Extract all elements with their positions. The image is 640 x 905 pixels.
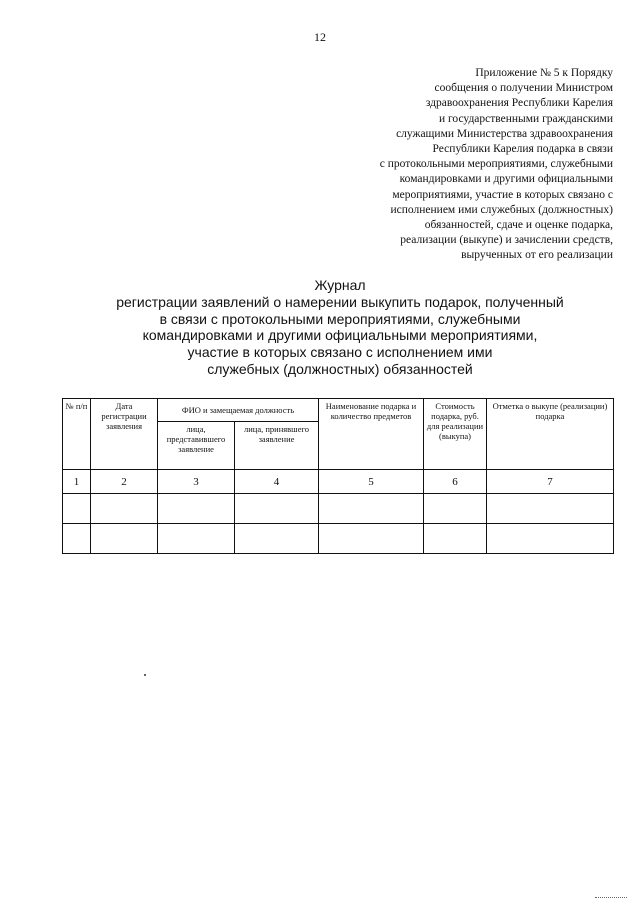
header-fio-receiver: лица, принявшего заявление bbox=[235, 422, 319, 470]
table-cell bbox=[319, 524, 424, 554]
table-cell bbox=[424, 494, 487, 524]
scan-dot bbox=[144, 674, 146, 676]
table-cell bbox=[91, 494, 158, 524]
appendix-line: Республики Карелия подарка в связи bbox=[432, 143, 613, 156]
scan-mark bbox=[595, 897, 627, 898]
register-table bbox=[62, 398, 614, 554]
table-cell bbox=[424, 524, 487, 554]
header-cost: Стоимость подарка, руб. для реализации (выкупа) bbox=[424, 399, 487, 470]
header-fio: ФИО и замещаемая должность bbox=[158, 399, 319, 422]
column-number: 2 bbox=[91, 470, 158, 494]
column-number: 5 bbox=[319, 470, 424, 494]
column-number-row bbox=[63, 470, 614, 494]
table-cell bbox=[487, 494, 614, 524]
title-line: служебных (должностных) обязанностей bbox=[207, 360, 473, 377]
column-number: 7 bbox=[487, 470, 614, 494]
table-cell bbox=[235, 494, 319, 524]
appendix-line: обязанностей, сдаче и оценке подарка, bbox=[424, 219, 613, 232]
table-row bbox=[63, 524, 614, 554]
table-row bbox=[63, 494, 614, 524]
header-mark: Отметка о выкупе (реализации) подарка bbox=[487, 399, 614, 470]
appendix-line: реализации (выкупе) и зачислении средств, bbox=[400, 234, 613, 247]
title-line: командировками и другими официальными мероприятиями, bbox=[142, 327, 538, 344]
appendix-line: служащими Министерства здравоохранения bbox=[396, 127, 613, 140]
appendix-line: сообщения о получении Министром bbox=[434, 82, 613, 95]
appendix-line: вырученных от его реализации bbox=[461, 249, 613, 262]
title-line: Журнал bbox=[314, 277, 366, 293]
appendix-line: командировками и другими официальными bbox=[399, 173, 613, 186]
column-number: 3 bbox=[158, 470, 235, 494]
table-header-row bbox=[63, 399, 614, 422]
column-number: 4 bbox=[235, 470, 319, 494]
table-cell bbox=[158, 524, 235, 554]
table-cell bbox=[91, 524, 158, 554]
appendix-line: и государственными гражданскими bbox=[438, 112, 613, 125]
table-cell bbox=[63, 494, 91, 524]
header-num: № п/п bbox=[63, 399, 91, 470]
table-cell bbox=[487, 524, 614, 554]
journal-title bbox=[0, 277, 640, 378]
appendix-line: мероприятиями, участие в которых связано с bbox=[392, 188, 613, 201]
title-line: участие в которых связано с исполнением ими bbox=[187, 344, 493, 361]
title-line: регистрации заявлений о намерении выкупить подарок, полученный bbox=[116, 293, 564, 310]
header-date: Дата регистрации заявления bbox=[91, 399, 158, 470]
appendix-header bbox=[313, 66, 613, 264]
title-line: в связи с протокольными мероприятиями, служебными bbox=[159, 310, 521, 327]
appendix-line: с протокольными мероприятиями, служебными bbox=[379, 158, 613, 171]
header-gift-name: Наименование подарка и количество предметов bbox=[319, 399, 424, 470]
appendix-line: исполнением ими служебных (должностных) bbox=[390, 203, 613, 216]
appendix-line: здравоохранения Республики Карелия bbox=[425, 97, 613, 110]
appendix-line: Приложение № 5 к Порядку bbox=[475, 67, 613, 79]
column-number: 6 bbox=[424, 470, 487, 494]
column-number: 1 bbox=[63, 470, 91, 494]
page-number: 12 bbox=[314, 30, 326, 44]
table-cell bbox=[319, 494, 424, 524]
header-fio-submitter: лица, представившего заявление bbox=[158, 422, 235, 470]
table-cell bbox=[63, 524, 91, 554]
table-cell bbox=[158, 494, 235, 524]
table-cell bbox=[235, 524, 319, 554]
